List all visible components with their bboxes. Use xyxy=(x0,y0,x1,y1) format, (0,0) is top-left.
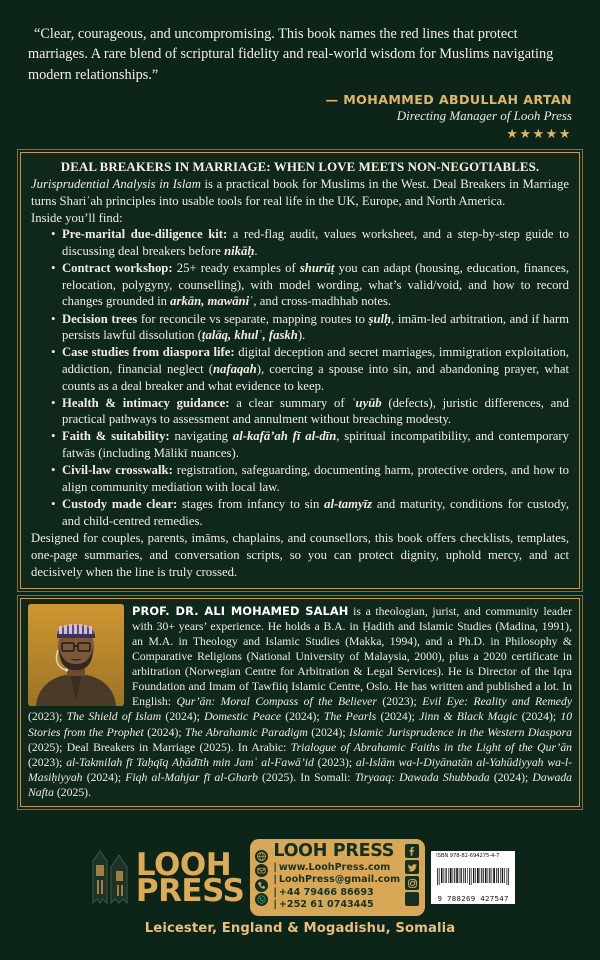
book-title-en: The Shield of Islam xyxy=(66,710,162,724)
book-title-so: Dawada Nafta xyxy=(28,770,573,799)
feature-term: nafaqah xyxy=(213,361,257,376)
book-year-en: (2024); xyxy=(517,710,561,724)
book-title-en: Islamic Jurisprudence in the Western Diaspora xyxy=(349,725,573,739)
feature-text: registration, safeguarding, documenting harm, protective orders, and how to align community mediation with local law. xyxy=(62,463,570,494)
book-year-en: (2023); xyxy=(376,695,423,709)
feature-text: stages from infancy to sin xyxy=(177,497,325,512)
feature-text: , and cross-madhhab notes. xyxy=(253,294,392,309)
book-title-en: Domestic Peace xyxy=(204,710,282,724)
feature-text: a clear summary of xyxy=(229,395,352,410)
book-title-heading: DEAL BREAKERS IN MARRIAGE: WHEN LOVE MEETS NON-NEGOTIABLES. xyxy=(60,159,540,174)
author-bio-box xyxy=(20,598,580,806)
inside-intro-line: Inside you’ll find: xyxy=(31,210,123,225)
book-year-en: (2024); xyxy=(307,725,350,739)
description-closing-paragraph: Designed for couples, parents, imāms, chaplains, and counsellors, this book offers checklists, templates, one-page summaries, and conversation scripts, so you can protect dignity, uphold mercy, and act decisively when the line is truly crossed. xyxy=(31,531,569,579)
book-title-ar: Fiqh al-Mahjar fī al-Gharb xyxy=(125,770,258,784)
book-year-ar: (2023); xyxy=(313,755,356,769)
contact-email: | LoohPress@gmail.com xyxy=(273,874,401,886)
book-title-ar: al-Islām wa-l-Diyānatān al-Yahūdiyyah wa-l-Masiḥiyyah xyxy=(28,755,572,784)
feature-item xyxy=(51,496,569,529)
author-photo xyxy=(28,604,124,706)
feature-text: for reconcile vs separate, mapping routes to xyxy=(137,311,369,326)
feature-label: Case studies from diaspora life: xyxy=(62,345,235,360)
feature-text: ), coercing a spouse into sin, and abandoning prayer, what counts as a deal breaker and what evidence to keep. xyxy=(62,361,570,393)
feature-item xyxy=(51,311,569,344)
feature-text: a red-flag audit, values worksheet, and a step-by-step guide to discussing deal breakers before xyxy=(62,227,569,258)
feature-term: al-kafā’ah fī al-dīn xyxy=(232,429,337,444)
feature-term: ṭalāq, khulʿ, faskh xyxy=(201,328,298,343)
barcode-bars xyxy=(435,859,511,895)
feature-term: ʿuyūb xyxy=(351,395,382,410)
feature-term: nikāḥ xyxy=(224,243,255,258)
book-year-so: (2024); xyxy=(489,770,533,784)
book-title-en: 10 Stories from the Prophet xyxy=(28,710,573,739)
book-description-box xyxy=(20,152,580,589)
feature-term: shurūṭ xyxy=(299,261,335,276)
feature-label: Decision trees xyxy=(62,311,138,326)
feature-text: and maturity, conditions for custody, and child-centred remedies. xyxy=(62,497,569,528)
subtitle-italic: Jurisprudential Analysis in Islam xyxy=(31,177,201,192)
publisher-name: LOOH PRESS xyxy=(273,841,395,861)
contact-phone-uk-value[interactable]: +44 79466 86693 xyxy=(278,886,374,898)
envelope-icon xyxy=(255,864,268,877)
book-title-ar: al-Takmilah fī Taḥqīq Aḥādīth min Jamʿ al-Fawā’id xyxy=(66,755,314,769)
feature-term: al-tamyīz xyxy=(324,497,373,512)
endorsement-quote-section xyxy=(0,0,600,148)
contact-details-column xyxy=(273,843,400,912)
contact-website-value[interactable]: www.LoohPress.com xyxy=(278,861,391,873)
feature-text: digital deception and secret marriages, immigration exploitation, addiction, financial neglect ( xyxy=(62,345,569,376)
feature-text: you can adapt (housing, education, finances, relocation, polygyny, counselling), with model wording, what’s valid/void, and how to record changes grounded in xyxy=(62,261,570,309)
book-year-en: (2025); xyxy=(28,740,67,754)
logo-line-1: LOOH xyxy=(135,846,232,883)
contact-icons-column xyxy=(255,843,268,912)
book-title-en: Jinn & Black Magic xyxy=(419,710,518,724)
book-year-en: (2024); xyxy=(376,710,420,724)
contact-phone-so-value[interactable]: +252 61 0743445 xyxy=(278,899,374,911)
feature-text: (defects), juristic differences, and practical pathways to assessment and annulment without breaching modesty. xyxy=(62,395,569,427)
phone-icon xyxy=(255,879,268,892)
feature-label: Health & intimacy guidance: xyxy=(62,395,230,410)
somali-line: In Somali: xyxy=(300,770,355,784)
social-icons-column xyxy=(405,843,419,912)
logo-line-2: PRESS xyxy=(135,872,245,909)
contact-card xyxy=(250,839,425,916)
feature-text: , spiritual incompatibility, and contemporary fatwās (including Mālikī nuances). xyxy=(62,429,569,461)
feature-item xyxy=(51,344,569,394)
book-year-ar: (2025). xyxy=(257,770,301,784)
feature-item xyxy=(51,462,569,495)
description-lead-paragraph xyxy=(31,176,569,209)
contact-website: | www.LoohPress.com xyxy=(273,861,391,873)
publisher-footer xyxy=(0,835,600,960)
isbn-label: ISBN 978-82-694275-4-7 xyxy=(436,853,500,860)
book-title-en: Evil Eye: Reality and Remedy xyxy=(422,695,573,709)
logo-wordmark xyxy=(135,846,245,909)
quote-author-role: Directing Manager of Looh Press xyxy=(396,107,572,123)
feature-label: Contract workshop: xyxy=(62,261,173,276)
feature-term: arkān, mawāniʿ xyxy=(170,294,254,309)
lead-rest-text: is a practical book for Muslims in the West. Deal Breakers in Marriage turns Shariʿah principles into usable tools for real life in the UK, Europe, and North America. xyxy=(31,177,569,209)
feature-text: 25+ ready examples of xyxy=(172,261,300,276)
author-name: PROF. DR. ALI MOHAMED SALAH xyxy=(132,604,349,619)
feature-text: , imām-led arbitration, and if harm persists lawful dissolution ( xyxy=(62,311,569,343)
quote-attribution xyxy=(28,92,572,142)
blank-social-tile xyxy=(405,892,419,906)
feature-label: Pre-marital due-diligence kit: xyxy=(62,227,228,242)
globe-icon xyxy=(255,850,268,863)
barcode-digits: 9 788269 427547 xyxy=(437,894,509,904)
feature-text: navigating xyxy=(169,429,233,444)
publisher-cities: Leicester, England & Mogadishu, Somalia xyxy=(144,921,456,937)
footer-row xyxy=(0,839,600,916)
book-year-so: (2025). xyxy=(53,785,91,799)
tower-logo-icon xyxy=(91,847,133,909)
feature-text: . xyxy=(254,243,258,258)
author-portrait-illustration xyxy=(28,604,124,706)
isbn-barcode xyxy=(431,851,515,904)
feature-item xyxy=(51,395,569,428)
feature-item xyxy=(51,428,569,461)
deal-breakers-line: Deal Breakers in Marriage (2025). In Arabic: xyxy=(66,740,291,754)
book-year-en: (2024); xyxy=(161,710,205,724)
feature-label: Faith & suitability: xyxy=(62,429,170,444)
feature-term: ṣulḥ xyxy=(368,311,392,326)
book-year-en: (2024); xyxy=(281,710,324,724)
feature-text: ). xyxy=(297,328,306,343)
feature-item xyxy=(51,226,569,259)
quote-text: “Clear, courageous, and uncompromising. This book names the red lines that protect marriages. A rare blend of scriptural fidelity and real-world wisdom for Muslims navigating modern relationships.” xyxy=(28,26,554,83)
feature-label: Custody made clear: xyxy=(62,497,178,512)
facebook-icon[interactable] xyxy=(405,844,419,858)
contact-phone-uk: | +44 79466 86693 xyxy=(273,886,374,898)
looh-press-logo xyxy=(91,847,245,909)
feature-item xyxy=(51,260,569,310)
contact-phone-so: | +252 61 0743445 xyxy=(273,899,374,911)
book-title-ar: Trialogue of Abrahamic Faiths in the Light of the Qur’ān xyxy=(290,740,573,754)
book-year-ar: (2023); xyxy=(28,755,67,769)
book-year-en: (2023); xyxy=(28,710,67,724)
instagram-icon[interactable] xyxy=(405,876,419,890)
feature-label: Civil-law crosswalk: xyxy=(62,463,173,478)
twitter-icon[interactable] xyxy=(405,860,419,874)
contact-email-value[interactable]: LoohPress@gmail.com xyxy=(278,874,401,886)
feature-list xyxy=(31,226,569,529)
book-year-ar: (2024); xyxy=(82,770,126,784)
book-title-en: The Abrahamic Paradigm xyxy=(185,725,308,739)
book-title-en: The Pearls xyxy=(323,710,377,724)
book-title-so: Tiryaaq: Dawada Shubbada xyxy=(354,770,490,784)
whatsapp-icon xyxy=(255,893,268,906)
book-title-en: Qur’ān: Moral Compass of the Believer xyxy=(176,695,377,709)
bio-body-text: is a theologian, jurist, and community leader with 30+ years’ experience. He holds a B.A. in Ḥadith and Islamic Studies (Madina, 1991), an M.A. in Theology and Islamic Studies (Makka, 1994), and a Ph.D. in Philosophy & Comparative Religions (National University of Malaysia, 2000), plus a 2020 certificate in arbitration (Norwegian Centre for Arbitration & Legal Services). He is Director of the Iqra Foundation and Imam of Tawfiiq Islamic Centre, Oslo. He has written and published a lot. In English: xyxy=(132,605,572,709)
book-year-en: (2024); xyxy=(143,725,185,739)
quote-author-name: — MOHAMMED ABDULLAH ARTAN xyxy=(325,91,572,107)
star-rating-icon: ★★★★★ xyxy=(506,125,572,141)
